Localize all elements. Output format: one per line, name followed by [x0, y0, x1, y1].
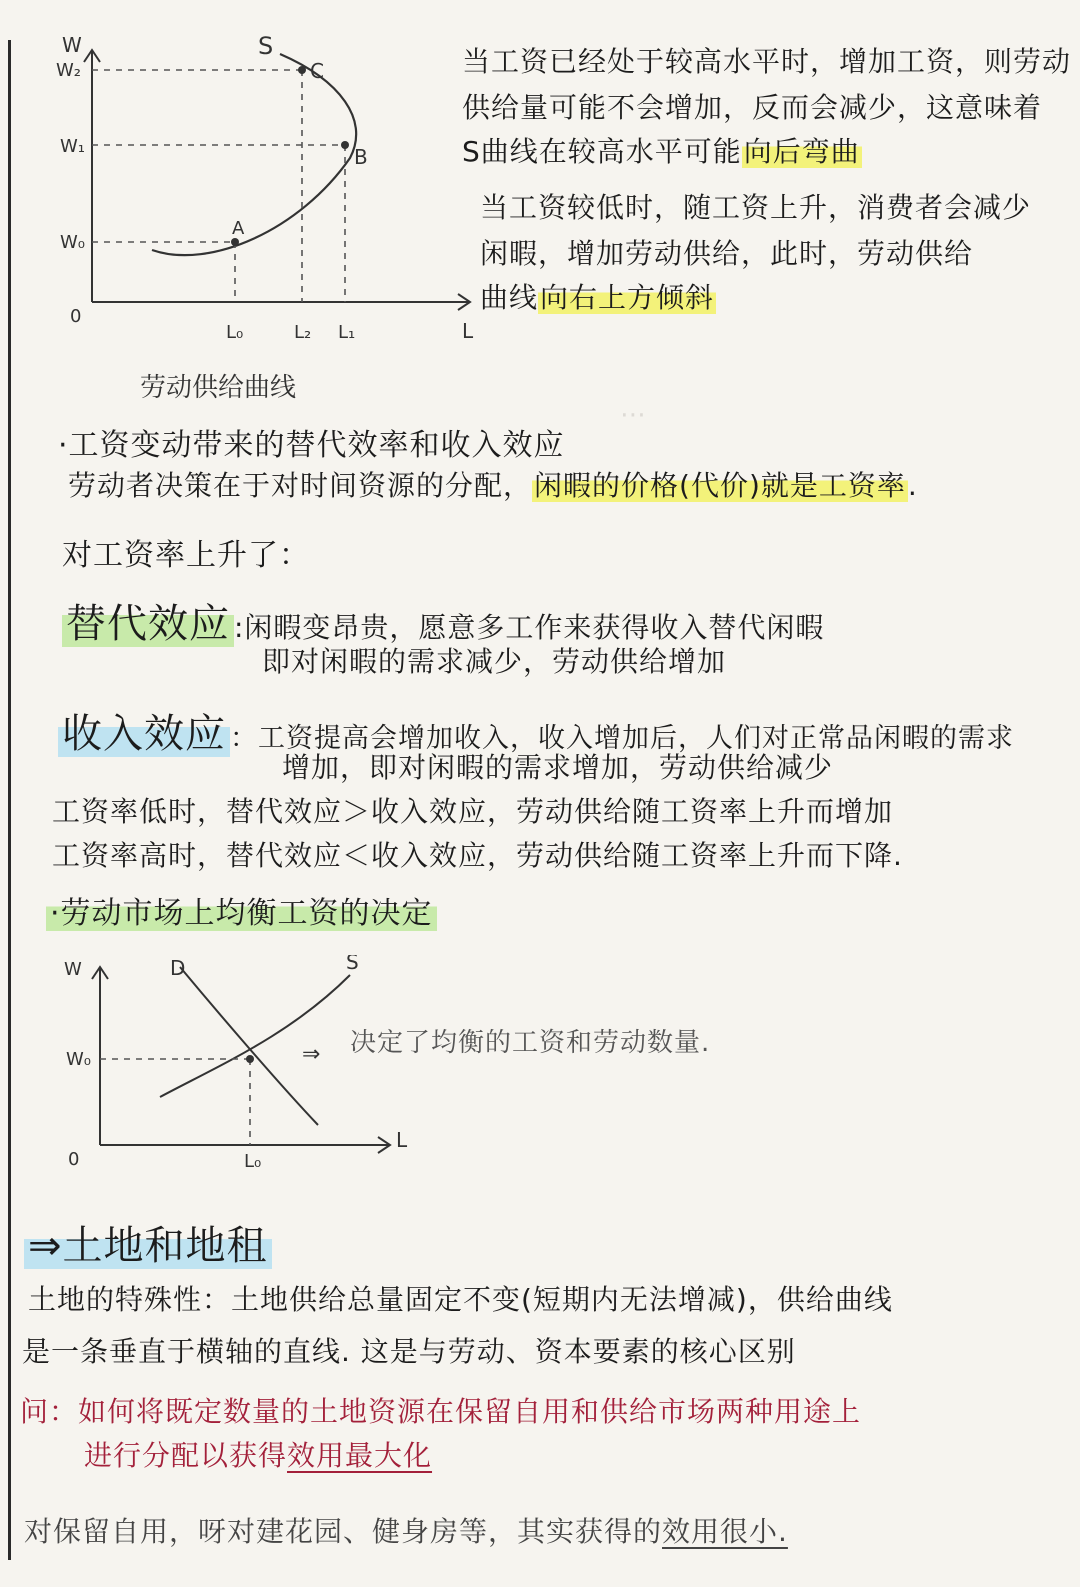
note-low-line1: 当工资较低时，随工资上升，消费者会减少 — [480, 191, 1032, 224]
supply-axis-x-label: L — [462, 319, 474, 343]
note-low-line3-text: 曲线 — [480, 281, 539, 314]
point-b-label: B — [354, 145, 368, 169]
demand-curve-label: D — [170, 956, 186, 980]
final-note-keyword: 效用很小. — [662, 1515, 788, 1548]
equilibrium-arrow: ⇒ — [302, 1042, 321, 1067]
equilibrium-note: 决定了均衡的工资和劳动数量. — [350, 1028, 711, 1058]
income-effect-text2: 增加，即对闲暇的需求增加，劳动供给减少 — [282, 751, 834, 784]
supply-tick-w0: W₀ — [60, 232, 86, 253]
note-high-line1: 当工资已经处于较高水平时，增加工资，则劳动 — [462, 45, 1072, 78]
supply-tick-l0: L₀ — [226, 322, 244, 343]
supply-tick-l2: L₂ — [294, 322, 312, 343]
supply-tick-w2: W₂ — [56, 60, 82, 81]
note-high-line2: 供给量可能不会增加，反而会减少，这意味着 — [462, 91, 1043, 124]
equilibrium-axis-x-label: L — [396, 1128, 408, 1152]
note-high-line3 — [462, 130, 862, 170]
substitution-effect-label: 替代效应 — [62, 601, 234, 647]
section3-title — [24, 1214, 272, 1271]
supply-tick-w1: W₁ — [60, 136, 86, 157]
supply-curve-label-2: S — [346, 955, 359, 974]
final-note — [24, 1510, 788, 1550]
supply-curve-label: S — [258, 32, 274, 60]
question-line2 — [84, 1434, 432, 1474]
income-effect-text1: ：工资提高会增加收入，收入增加后，人们对正常品闲暇的需求 — [230, 723, 1014, 754]
land-particularity-line2: 是一条垂直于横轴的直线. 这是与劳动、资本要素的核心区别 — [22, 1335, 796, 1368]
substitution-effect-text2: 即对闲暇的需求减少，劳动供给增加 — [262, 645, 727, 678]
question-line1 — [20, 1390, 861, 1430]
point-c-label: C — [310, 59, 324, 83]
land-particularity-line1: 土地的特殊性：土地供给总量固定不变(短期内无法增减)，供给曲线 — [28, 1283, 893, 1316]
section1-line1-text: 劳动者决策在于对时间资源的分配， — [68, 469, 533, 502]
labor-supply-chart — [40, 20, 510, 430]
point-a-label: A — [232, 218, 245, 239]
note-low-line2: 闲暇，增加劳动供给，此时，劳动供给 — [480, 237, 974, 270]
equilibrium-origin: 0 — [68, 1149, 80, 1170]
section1-line1 — [68, 464, 918, 504]
section2-title — [46, 888, 437, 932]
supply-tick-l1: L₁ — [338, 322, 356, 343]
compare-low-wage: 工资率低时，替代效应＞收入效应，劳动供给随工资率上升而增加 — [52, 795, 894, 828]
section1-line1-highlight: 闲暇的价格(代价)就是工资率 — [534, 469, 906, 502]
question-text2: 进行分配以获得 — [84, 1439, 288, 1472]
equilibrium-tick-l0: L₀ — [244, 1151, 262, 1172]
final-note-text: 对保留自用，呀对建花园、健身房等，其实获得的 — [24, 1515, 663, 1548]
compare-high-wage: 工资率高时，替代效应＜收入效应，劳动供给随工资率上升而下降. — [52, 839, 903, 872]
section1-line2: 对工资率上升了： — [62, 538, 310, 573]
section1-line1-end: . — [907, 469, 918, 502]
substitution-effect-text1: :闲暇变昂贵，愿意多工作来获得收入替代闲暇 — [234, 611, 825, 644]
note-high-line3-text: S曲线在较高水平可能 — [462, 135, 742, 168]
question-label: 问： — [20, 1395, 79, 1428]
equilibrium-chart — [50, 955, 470, 1185]
supply-axis-y-label: W — [62, 33, 82, 57]
page-binding-line — [8, 40, 11, 1560]
note-high-highlight: 向后弯曲 — [743, 135, 860, 168]
question-text1: 如何将既定数量的土地资源在保留自用和供给市场两种用途上 — [78, 1395, 862, 1428]
equilibrium-axis-y-label: W — [64, 959, 82, 980]
income-effect-label: 收入效应 — [58, 711, 230, 757]
section2-title-text: ·劳动市场上均衡工资的决定 — [46, 896, 437, 931]
equilibrium-tick-w0: W₀ — [66, 1049, 92, 1070]
question-keyword: 效用最大化 — [287, 1439, 433, 1472]
section1-title: ·工资变动带来的替代效率和收入效应 — [58, 428, 565, 463]
note-low-highlight: 向右上方倾斜 — [540, 281, 715, 314]
section3-title-text: ⇒土地和地租 — [24, 1223, 272, 1269]
note-low-line3 — [480, 276, 716, 316]
bleed-through-ghost: ⋯ — [620, 400, 646, 430]
supply-origin: 0 — [70, 306, 82, 327]
supply-chart-caption: 劳动供给曲线 — [140, 373, 297, 403]
